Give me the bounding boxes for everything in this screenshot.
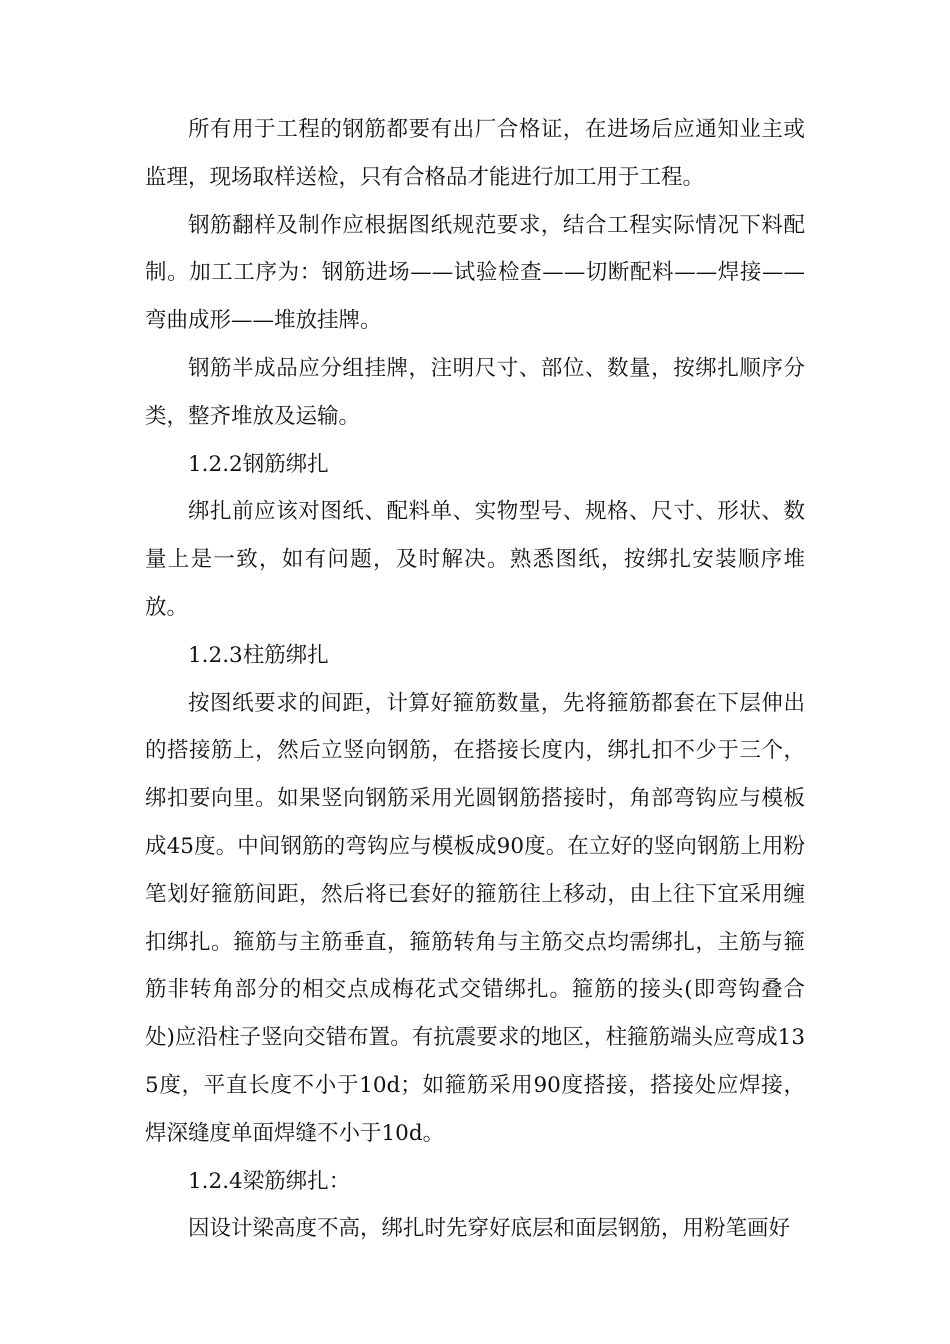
document-body — [145, 106, 805, 1253]
paragraph-beam-binding: 因设计梁高度不高，绑扎时先穿好底层和面层钢筋，用粉笔画好 — [188, 1216, 791, 1242]
paragraph-steel-certificate: 所有用于工程的钢筋都要有出厂合格证，在进场后应通知业主或监理，现场取样送检，只有合格品才能进行加工用于工程。 — [145, 117, 805, 190]
paragraph-steel-processing: 钢筋翻样及制作应根据图纸规范要求，结合工程实际情况下料配制。加工工序为：钢筋进场——试验检查——切断配料——焊接——弯曲成形——堆放挂牌。 — [145, 212, 805, 334]
section-heading-beam-binding: 1.2.4梁筋绑扎： — [188, 1168, 351, 1194]
paragraph-semi-finished-tagging: 钢筋半成品应分组挂牌，注明尺寸、部位、数量，按绑扎顺序分类，整齐堆放及运输。 — [145, 355, 805, 429]
section-heading-rebar-binding: 1.2.2钢筋绑扎 — [188, 451, 329, 477]
paragraph-column-binding: 按图纸要求的间距，计算好箍筋数量，先将箍筋都套在下层伸出的搭接筋上，然后立竖向钢筋，在搭接长度内，绑扎扣不少于三个，绑扣要向里。如果竖向钢筋采用光圆钢筋搭接时，角部弯钩应与模板成45度。中间钢筋的弯钩应与模板成90度。在立好的竖向钢筋上用粉笔划好箍筋间距，然后将已套好的箍筋往上移动，由上往下宜采用缠扣绑扎。箍筋与主筋垂直，箍筋转角与主筋交点均需绑扎，主筋与箍筋非转角部分的相交点成梅花式交错绑扎。箍筋的接头(即弯钩叠合处)应沿柱子竖向交错布置。有抗震要求的地区，柱箍筋端头应弯成135度，平直长度不小于10d；如箍筋采用90度搭接，搭接处应焊接，焊深缝度单面焊缝不小于10d。 — [145, 690, 805, 1146]
section-heading-column-binding: 1.2.3柱筋绑扎 — [188, 642, 329, 668]
paragraph-binding-preparation: 绑扎前应该对图纸、配料单、实物型号、规格、尺寸、形状、数量上是一致，如有问题，及时解决。熟悉图纸，按绑扎安装顺序堆放。 — [145, 499, 805, 620]
